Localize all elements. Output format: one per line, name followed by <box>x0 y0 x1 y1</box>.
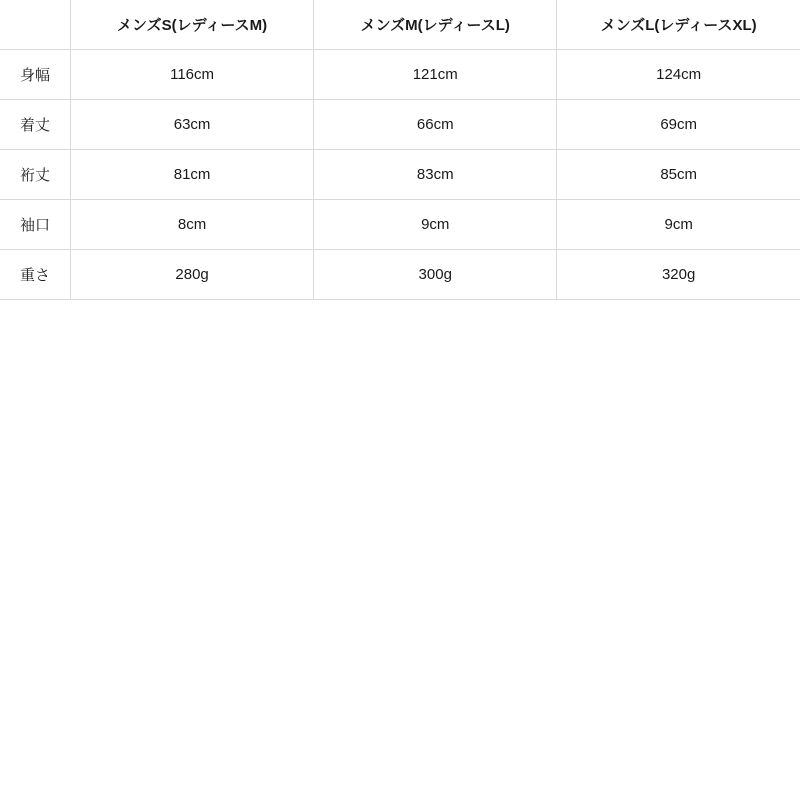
table-row <box>0 100 800 150</box>
cell-body-length-l: 69cm <box>557 100 800 150</box>
table-row <box>0 200 800 250</box>
cell-body-width-m: 121cm <box>314 50 557 100</box>
cell-body-length-s: 63cm <box>71 100 314 150</box>
size-chart-table <box>0 0 800 300</box>
cell-sleeve-length-m: 83cm <box>314 150 557 200</box>
cell-weight-m: 300g <box>314 250 557 300</box>
cell-cuff-l: 9cm <box>557 200 800 250</box>
table-row <box>0 150 800 200</box>
cell-weight-l: 320g <box>557 250 800 300</box>
row-label-body-length: 着丈 <box>0 100 71 150</box>
cell-body-width-l: 124cm <box>557 50 800 100</box>
table-row <box>0 50 800 100</box>
cell-cuff-s: 8cm <box>71 200 314 250</box>
cell-body-length-m: 66cm <box>314 100 557 150</box>
row-label-sleeve-length: 裄丈 <box>0 150 71 200</box>
blank-area <box>0 300 800 800</box>
row-label-cuff: 袖口 <box>0 200 71 250</box>
cell-cuff-m: 9cm <box>314 200 557 250</box>
column-header-size-m: メンズM(レディースL) <box>314 0 557 50</box>
column-header-size-l: メンズL(レディースXL) <box>557 0 800 50</box>
cell-body-width-s: 116cm <box>71 50 314 100</box>
cell-sleeve-length-s: 81cm <box>71 150 314 200</box>
cell-weight-s: 280g <box>71 250 314 300</box>
table-row <box>0 250 800 300</box>
table-corner-cell <box>0 0 71 50</box>
row-label-body-width: 身幅 <box>0 50 71 100</box>
table-header-row <box>0 0 800 50</box>
row-label-weight: 重さ <box>0 250 71 300</box>
column-header-size-s: メンズS(レディースM) <box>71 0 314 50</box>
cell-sleeve-length-l: 85cm <box>557 150 800 200</box>
